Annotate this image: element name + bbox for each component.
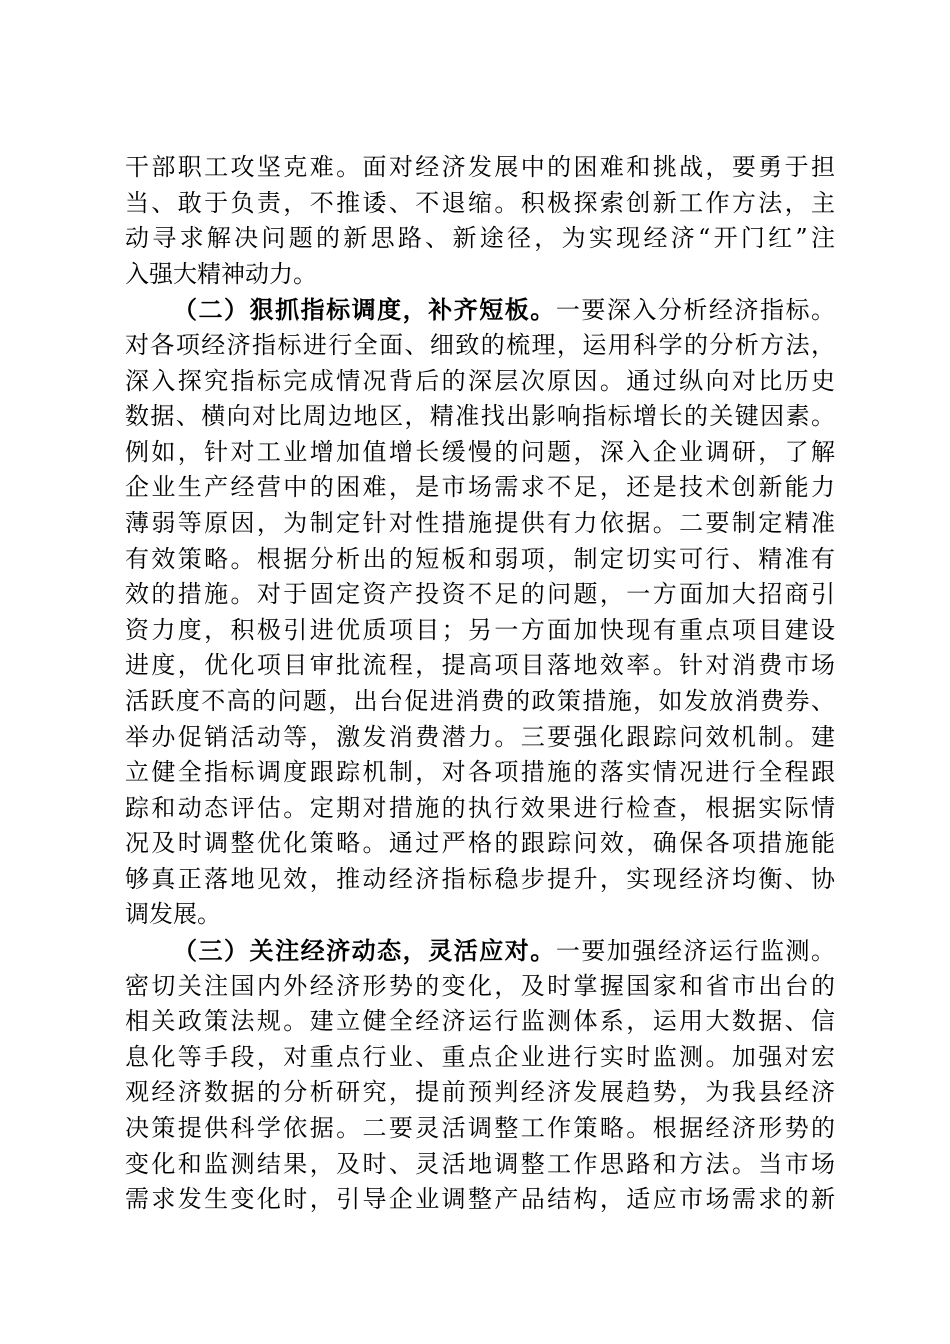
text-line: 况及时调整优化策略。通过严格的跟踪问效，确保各项措施能 bbox=[125, 829, 835, 858]
text-line: 相关政策法规。建立健全经济运行监测体系，运用大数据、信 bbox=[125, 1007, 835, 1036]
text-line: 有效策略。根据分析出的短板和弱项，制定切实可行、精准有 bbox=[125, 544, 835, 573]
text-line: 够真正落地见效，推动经济指标稳步提升，实现经济均衡、协 bbox=[125, 864, 835, 893]
text-line: 资力度，积极引进优质项目；另一方面加快现有重点项目建设 bbox=[125, 615, 835, 644]
paragraph-first-line bbox=[125, 292, 835, 328]
text-line: 息化等手段，对重点行业、重点企业进行实时监测。加强对宏 bbox=[125, 1042, 835, 1071]
text-line: 踪和动态评估。定期对措施的执行效果进行检查，根据实际情 bbox=[125, 793, 835, 822]
text-line: 企业生产经营中的困难，是市场需求不足，还是技术创新能力 bbox=[125, 473, 835, 502]
text-line: 决策提供科学依据。二要灵活调整工作策略。根据经济形势的 bbox=[125, 1114, 835, 1143]
text-run: 一要深入分析经济指标。 bbox=[555, 296, 835, 325]
section-heading: （三）关注经济动态，灵活应对。 bbox=[173, 936, 556, 966]
text-line: 深入探究指标完成情况背后的深层次原因。通过纵向对比历史 bbox=[125, 366, 835, 395]
text-line: 观经济数据的分析研究，提前预判经济发展趋势，为我县经济 bbox=[125, 1078, 835, 1107]
paragraph-3 bbox=[125, 933, 835, 1218]
paragraph-2 bbox=[125, 292, 835, 933]
text-line: 薄弱等原因，为制定针对性措施提供有力依据。二要制定精准 bbox=[125, 508, 835, 537]
paragraph-1 bbox=[125, 150, 835, 292]
text-line: 数据、横向对比周边地区，精准找出影响指标增长的关键因素。 bbox=[125, 402, 835, 431]
text-line: 效的措施。对于固定资产投资不足的问题，一方面加大招商引 bbox=[125, 580, 835, 609]
text-line: 变化和监测结果，及时、灵活地调整工作思路和方法。当市场 bbox=[125, 1149, 835, 1178]
text-line: 调发展。 bbox=[125, 900, 221, 929]
text-line: 进度，优化项目审批流程，提高项目落地效率。针对消费市场 bbox=[125, 651, 835, 680]
document-page bbox=[125, 150, 835, 1218]
paragraph-first-line bbox=[125, 933, 835, 969]
text-line: 对各项经济指标进行全面、细致的梳理，运用科学的分析方法， bbox=[125, 330, 835, 359]
text-line: 举办促销活动等，激发消费潜力。三要强化跟踪问效机制。建 bbox=[125, 722, 835, 751]
text-line: 例如，针对工业增加值增长缓慢的问题，深入企业调研，了解 bbox=[125, 437, 835, 466]
text-line: 活跃度不高的问题，出台促进消费的政策措施，如发放消费券、 bbox=[125, 686, 835, 715]
text-run: 一要加强经济运行监测。 bbox=[555, 937, 835, 966]
text-line: 入强大精神动力。 bbox=[125, 259, 317, 288]
text-line: 需求发生变化时，引导企业调整产品结构，适应市场需求的新 bbox=[125, 1185, 835, 1214]
text-line: 动寻求解决问题的新思路、新途径，为实现经济“开门红”注 bbox=[125, 224, 835, 253]
section-heading: （二）狠抓指标调度，补齐短板。 bbox=[173, 295, 556, 325]
text-line: 立健全指标调度跟踪机制，对各项措施的落实情况进行全程跟 bbox=[125, 758, 835, 787]
text-line: 密切关注国内外经济形势的变化，及时掌握国家和省市出台的 bbox=[125, 971, 835, 1000]
text-line: 当、敢于负责，不推诿、不退缩。积极探索创新工作方法，主 bbox=[125, 188, 835, 217]
text-line: 干部职工攻坚克难。面对经济发展中的困难和挑战，要勇于担 bbox=[125, 153, 835, 181]
